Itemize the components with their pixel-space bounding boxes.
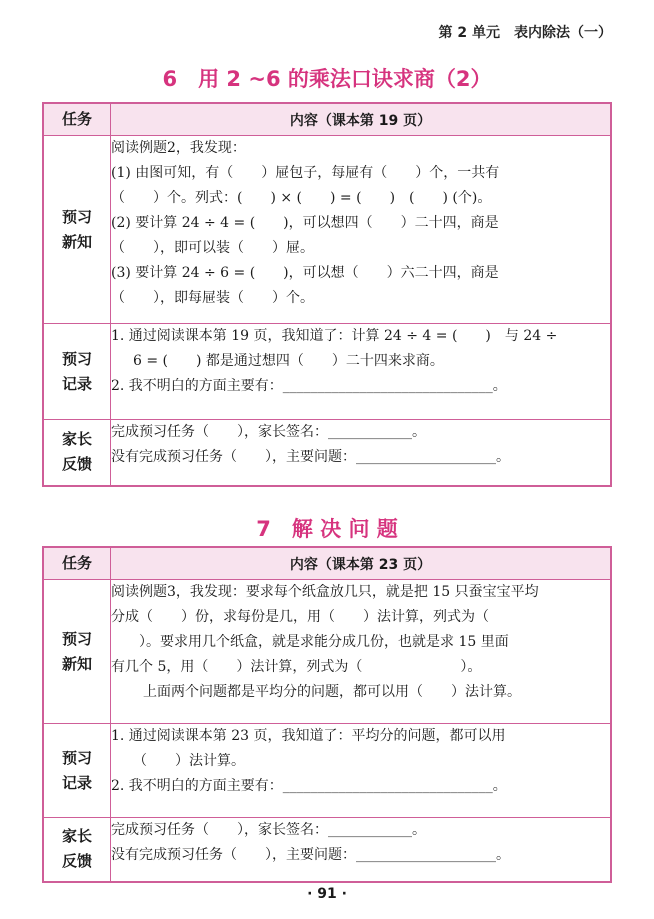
row-content-preview-new: [111, 580, 612, 724]
column-header-content: 内容（课本第 19 页）: [111, 103, 612, 136]
content-line: 6 = ( ) 都是通过想四（ ）二十四来求商。: [133, 353, 444, 369]
section-title-7: 7 解 决 问 题: [256, 517, 398, 541]
row-label-preview-new: 预习 新知: [43, 136, 111, 324]
task-table-lesson-6: [42, 102, 612, 487]
row-label-preview-record: 预习 记录: [43, 324, 111, 420]
row-content-parent-feedback: [111, 818, 612, 882]
column-header-task: 任务: [43, 103, 111, 136]
row-content-preview-record: [111, 324, 612, 420]
content-line: 完成预习任务（ ），家长签名：____________。: [111, 822, 426, 838]
page-number: · 91 ·: [307, 886, 347, 902]
content-line: 1. 通过阅读课本第 19 页，我知道了：计算 24 ÷ 4 = ( ) 与 24 ÷: [111, 328, 558, 344]
content-line: 没有完成预习任务（ ），主要问题：____________________。: [111, 847, 510, 863]
column-header-task: 任务: [43, 547, 111, 580]
content-line: （ ），即每屉装（ ）个。: [111, 290, 314, 306]
column-header-content: 内容（课本第 23 页）: [111, 547, 612, 580]
content-line: 2. 我不明白的方面主要有：______________________________。: [111, 378, 507, 394]
content-line: 1. 通过阅读课本第 23 页，我知道了：平均分的问题，都可以用: [111, 728, 506, 744]
page-header: 第 2 单元 表内除法（一）: [438, 25, 612, 41]
content-line: 阅读例题3，我发现：要求每个纸盒放几只，就是把 15 只蚕宝宝平均: [111, 584, 539, 600]
content-line: 完成预习任务（ ），家长签名：____________。: [111, 424, 426, 440]
row-content-preview-new: [111, 136, 612, 324]
section-title-6: 6 用 2 ~6 的乘法口诀求商（2）: [162, 67, 492, 91]
content-line: (3) 要计算 24 ÷ 6 = ( )，可以想（ ）六二十四，商是: [111, 265, 499, 281]
row-label-parent-feedback: 家长 反馈: [43, 420, 111, 486]
content-line: 2. 我不明白的方面主要有：______________________________。: [111, 778, 507, 794]
row-label-preview-new: 预习 新知: [43, 580, 111, 724]
row-content-parent-feedback: [111, 420, 612, 486]
content-line: （ ）法计算。: [133, 753, 245, 769]
content-line: ）。要求用几个纸盒，就是求能分成几份，也就是求 15 里面: [111, 634, 509, 650]
row-label-preview-record: 预习 记录: [43, 724, 111, 818]
row-label-parent-feedback: 家长 反馈: [43, 818, 111, 882]
content-line: 有几个 5，用（ ）法计算，列式为（ ）。: [111, 659, 482, 675]
content-line: (1) 由图可知，有（ ）屉包子，每屉有（ ）个，一共有: [111, 165, 500, 181]
content-line: 分成（ ）份，求每份是几，用（ ）法计算，列式为（: [111, 609, 489, 625]
row-content-preview-record: [111, 724, 612, 818]
content-line: 没有完成预习任务（ ），主要问题：____________________。: [111, 449, 510, 465]
content-line: （ ）个。列式：( ) × ( ) = ( ) ( ) (个)。: [111, 190, 492, 206]
content-line: （ ），即可以装（ ）屉。: [111, 240, 314, 256]
content-line: 阅读例题2，我发现：: [111, 140, 246, 156]
task-table-lesson-7: [42, 546, 612, 883]
content-line: (2) 要计算 24 ÷ 4 = ( )，可以想四（ ）二十四，商是: [111, 215, 499, 231]
content-line: 上面两个问题都是平均分的问题，都可以用（ ）法计算。: [143, 684, 521, 700]
